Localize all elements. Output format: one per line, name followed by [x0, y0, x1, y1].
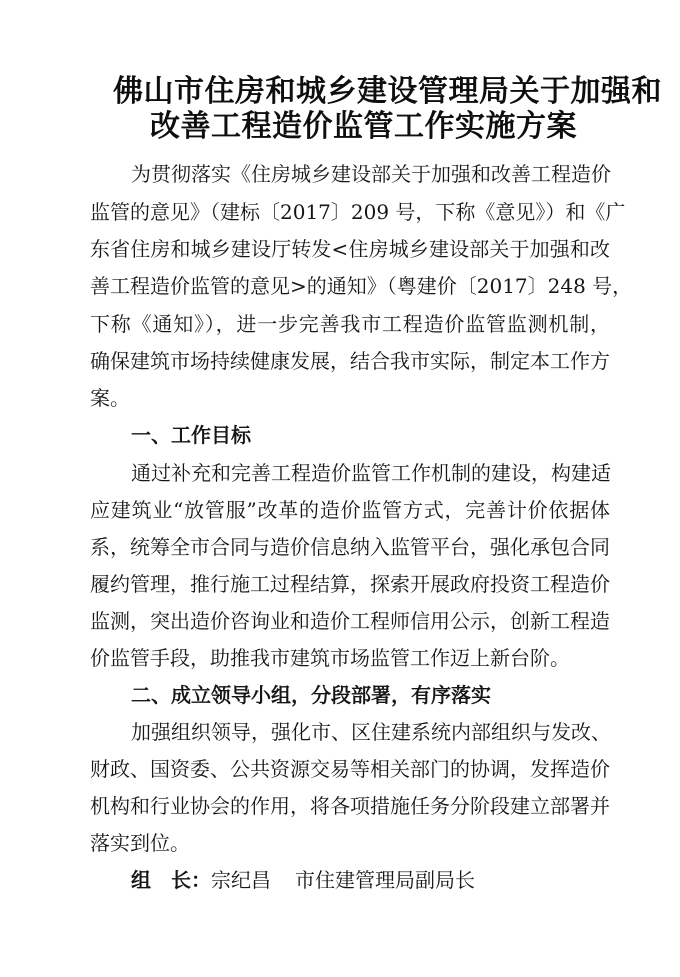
section-heading-leadership: 二、成立领导小组，分段部署，有序落实	[131, 683, 491, 707]
leader-position: 市住建管理局副局长	[295, 868, 475, 892]
goals-line: 通过补充和完善工程造价监管工作机制的建设，构建适	[131, 461, 611, 485]
leader-row	[131, 867, 610, 893]
goals-line: 价监管手段，助推我市建筑市场监管工作迈上新台阶。	[90, 646, 570, 670]
leader-role-label: 组 长：	[131, 868, 211, 892]
goals-line: 履约管理，推行施工过程结算，探索开展政府投资工程造价	[90, 572, 610, 596]
intro-line: 监管的意见》（建标〔2017〕209 号，下称《意见》）和《广	[90, 200, 626, 224]
intro-line: 确保建筑市场持续健康发展，结合我市实际，制定本工作方	[90, 349, 610, 373]
goals-line: 监测，突出造价咨询业和造价工程师信用公示，创新工程造	[90, 609, 610, 633]
intro-line: 善工程造价监管的意见>的通知》（粤建价〔2017〕248 号，	[90, 274, 633, 298]
section-heading-goals: 一、工作目标	[131, 423, 251, 447]
leadership-line: 加强组织领导，强化市、区住建系统内部组织与发改、	[131, 720, 611, 744]
document-title-line-1: 佛山市住房和城乡建设管理局关于加强和	[113, 74, 662, 109]
leader-name: 宗纪昌	[211, 868, 271, 892]
intro-line: 下称《通知》），进一步完善我市工程造价监管监测机制，	[90, 312, 610, 336]
document-title-line-2: 改善工程造价监管工作实施方案	[150, 109, 577, 144]
goals-line: 应建筑业“放管服”改革的造价监管方式，完善计价依据体	[90, 498, 610, 522]
leadership-line: 财政、国资委、公共资源交易等相关部门的协调，发挥造价	[90, 757, 610, 781]
intro-line: 东省住房和城乡建设厅转发<住房城乡建设部关于加强和改	[90, 237, 610, 261]
intro-line: 为贯彻落实《住房城乡建设部关于加强和改善工程造价	[131, 162, 611, 186]
goals-line: 系，统筹全市合同与造价信息纳入监管平台，强化承包合同	[90, 535, 610, 559]
leadership-line: 落实到位。	[90, 831, 190, 855]
intro-line: 案。	[90, 386, 130, 410]
leadership-line: 机构和行业协会的作用，将各项措施任务分阶段建立部署并	[90, 794, 610, 818]
